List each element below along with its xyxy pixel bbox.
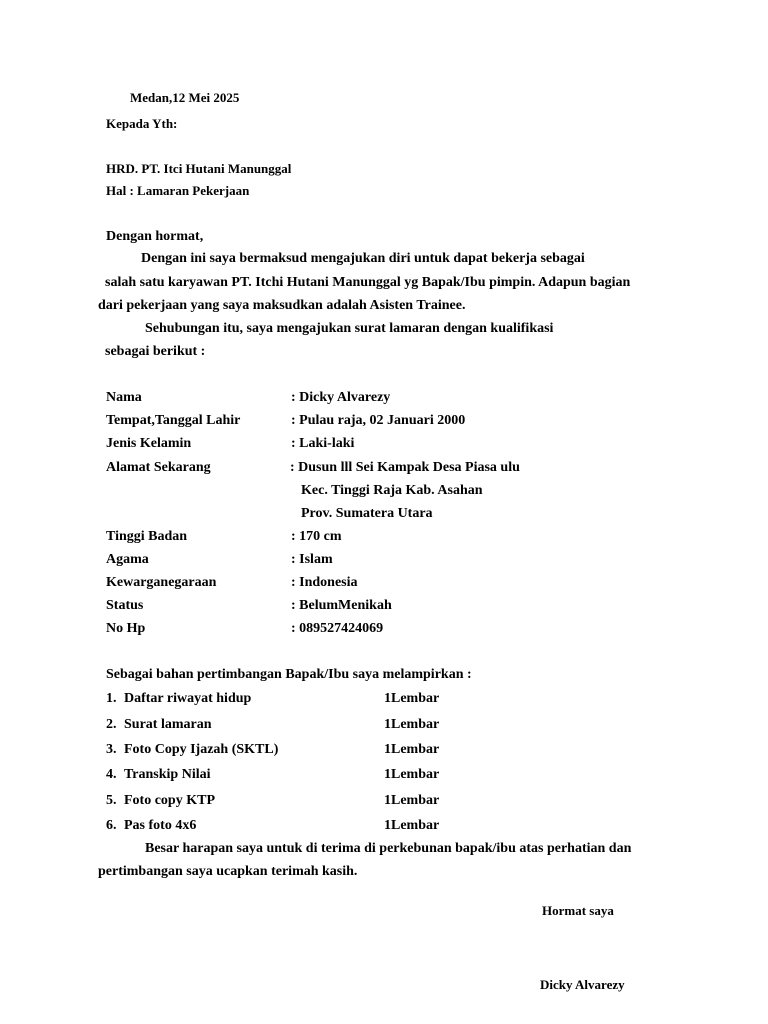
attachments-intro: Sebagai bahan pertimbangan Bapak/Ibu saya melampirkan : <box>106 667 472 682</box>
place-date: Medan,12 Mei 2025 <box>130 90 240 105</box>
regards: Hormat saya <box>542 903 614 918</box>
paragraph-line: dari pekerjaan yang saya maksudkan adalah Asisten Trainee. <box>98 298 466 313</box>
paragraph-line: salah satu karyawan PT. Itchi Hutani Manunggal yg Bapak/Ibu pimpin. Adapun bagian <box>105 275 631 290</box>
list-item-number: 3. <box>106 742 117 757</box>
field-value-birth: : Pulau raja, 02 Januari 2000 <box>291 413 466 428</box>
paragraph-line: sebagai berikut : <box>105 344 206 359</box>
field-value-phone: : 089527424069 <box>291 621 384 636</box>
field-value-citizenship: : Indonesia <box>291 575 358 590</box>
field-value-height: : 170 cm <box>291 529 342 544</box>
field-label-phone: No Hp <box>106 621 146 636</box>
field-label-status: Status <box>106 598 144 613</box>
list-item-qty: 1Lembar <box>384 818 440 833</box>
paragraph-line: Sehubungan itu, saya mengajukan surat lamaran dengan kualifikasi <box>145 321 554 336</box>
field-label-address: Alamat Sekarang <box>106 460 211 475</box>
list-item-qty: 1Lembar <box>384 742 440 757</box>
list-item-number: 2. <box>106 717 117 732</box>
subject-line: Hal : Lamaran Pekerjaan <box>106 183 250 198</box>
list-item: Daftar riwayat hidup <box>124 691 252 706</box>
list-item: Foto copy KTP <box>124 793 215 808</box>
list-item: Foto Copy Ijazah (SKTL) <box>124 742 279 757</box>
field-value-status: : BelumMenikah <box>291 598 392 613</box>
field-label-name: Nama <box>106 390 142 405</box>
list-item-number: 6. <box>106 818 117 833</box>
list-item: Pas foto 4x6 <box>124 818 197 833</box>
to-label: Kepada Yth: <box>106 116 178 131</box>
field-label-citizenship: Kewarganegaraan <box>106 575 217 590</box>
list-item-number: 4. <box>106 767 117 782</box>
list-item: Surat lamaran <box>124 717 212 732</box>
closing-line: Besar harapan saya untuk di terima di perkebunan bapak/ibu atas perhatian dan <box>145 841 632 856</box>
field-label-birth: Tempat,Tanggal Lahir <box>106 413 241 428</box>
list-item-number: 1. <box>106 691 117 706</box>
field-value-religion: : Islam <box>291 552 333 567</box>
field-value-address-line: Prov. Sumatera Utara <box>301 506 433 521</box>
field-label-gender: Jenis Kelamin <box>106 436 192 451</box>
paragraph-line: Dengan ini saya bermaksud mengajukan diri untuk dapat bekerja sebagai <box>141 251 585 266</box>
field-label-religion: Agama <box>106 552 149 567</box>
list-item-number: 5. <box>106 793 117 808</box>
field-value-gender: : Laki-laki <box>291 436 355 451</box>
signer-name: Dicky Alvarezy <box>540 977 625 992</box>
field-value-address-line: Kec. Tinggi Raja Kab. Asahan <box>301 483 483 498</box>
recipient: HRD. PT. Itci Hutani Manunggal <box>106 161 292 176</box>
list-item-qty: 1Lembar <box>384 691 440 706</box>
list-item-qty: 1Lembar <box>384 717 440 732</box>
field-label-height: Tinggi Badan <box>106 529 188 544</box>
list-item-qty: 1Lembar <box>384 767 440 782</box>
field-value-address: : Dusun lll Sei Kampak Desa Piasa ulu <box>290 460 520 475</box>
greeting: Dengan hormat, <box>106 229 204 244</box>
list-item-qty: 1Lembar <box>384 793 440 808</box>
closing-line: pertimbangan saya ucapkan terimah kasih. <box>98 864 358 879</box>
field-value-name: : Dicky Alvarezy <box>291 390 391 405</box>
list-item: Transkip Nilai <box>124 767 211 782</box>
